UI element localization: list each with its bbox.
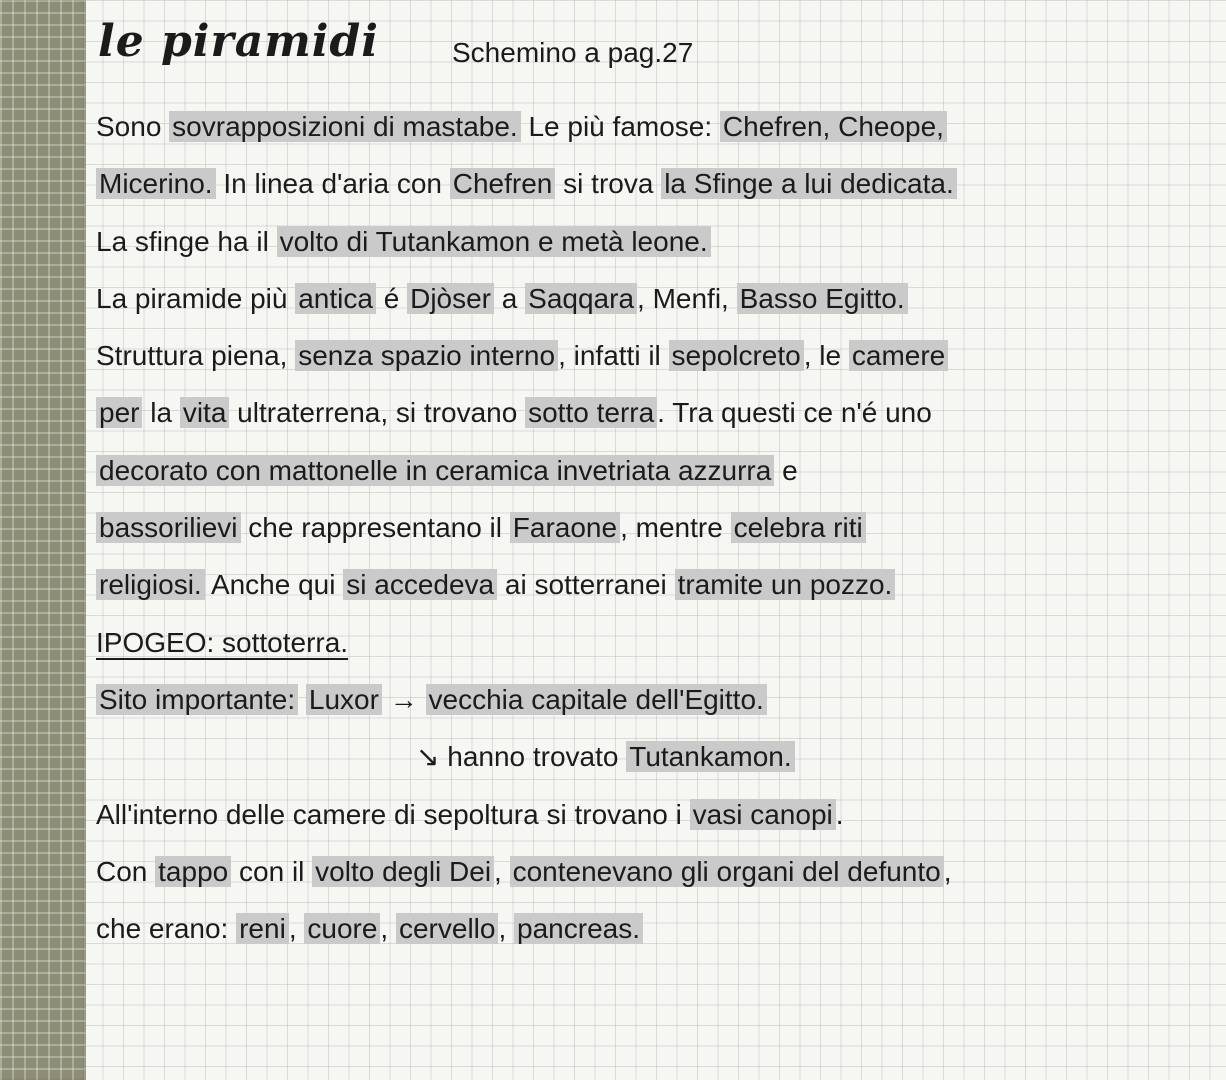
text-span: , (380, 913, 396, 945)
text-span: a (494, 282, 526, 314)
text-span: . Tra questi ce n'é uno (657, 397, 932, 429)
text-span: , infatti il (558, 340, 669, 372)
highlight-span: decorato con mattonelle in ceramica invetriata azzurra (96, 455, 774, 486)
highlight-span: antica (295, 283, 376, 314)
highlight-span: Saqqara (525, 283, 637, 314)
highlight-span: senza spazio interno (295, 340, 558, 371)
text-span: In linea d'aria con (215, 168, 450, 200)
text-span: la (142, 397, 180, 429)
washi-tape (0, 0, 86, 1080)
highlight-span: Micerino. (96, 168, 216, 199)
note-line (96, 384, 1196, 441)
text-span: , (494, 855, 510, 887)
highlight-span: Tutankamon. (626, 741, 794, 772)
highlight-span: sovrapposizioni di mastabe. (169, 111, 521, 142)
highlight-span: volto di Tutankamon e metà leone. (277, 226, 711, 257)
title-note: Schemino a pag.27 (452, 37, 694, 68)
note-line (96, 900, 1196, 957)
highlight-span: camere (849, 340, 948, 371)
text-span: che erano: (96, 913, 237, 945)
text-span: Struttura piena, (96, 340, 296, 372)
highlight-span: contenevano gli organi del defunto (510, 856, 944, 887)
text-span: La sfinge ha il (96, 225, 277, 257)
underlined-span: IPOGEO: sottoterra. (96, 626, 349, 658)
text-span: , (943, 855, 952, 887)
highlight-span: Luxor (306, 684, 382, 715)
note-line (96, 155, 1196, 212)
highlight-span: tramite un pozzo. (675, 569, 896, 600)
highlight-span: reni (236, 913, 289, 944)
highlight-span: Basso Egitto. (737, 283, 908, 314)
highlight-span: tappo (155, 856, 231, 887)
notes-body (96, 98, 1196, 957)
text-span: con il (231, 855, 313, 887)
highlight-span: Chefren (450, 168, 556, 199)
text-span: ultraterrena, si trovano (229, 397, 526, 429)
text-span: , (288, 913, 305, 945)
highlight-span: cervello (396, 913, 498, 944)
highlight-span: vasi canopi (690, 799, 836, 830)
note-line (96, 614, 1196, 671)
highlight-span: volto degli Dei (312, 856, 494, 887)
highlight-span: la Sfinge a lui dedicata. (661, 168, 957, 199)
text-span: Con (96, 855, 156, 887)
text-span: ↘ hanno trovato (416, 741, 627, 773)
text-span: e (774, 454, 798, 486)
highlight-span: per (96, 397, 142, 428)
text-span: All'interno delle camere di sepoltura si trovano i (96, 798, 690, 830)
note-line (96, 98, 1196, 155)
text-span: , mentre (620, 512, 731, 544)
highlight-span: bassorilievi (96, 512, 241, 543)
text-span: Anche qui (204, 569, 344, 601)
text-span: Sono (96, 111, 170, 142)
highlight-span: Faraone (510, 512, 620, 543)
highlight-span: cuore (304, 913, 380, 944)
text-span: . (835, 798, 844, 830)
highlight-span: Chefren, Cheope, (720, 111, 947, 142)
highlight-span: vita (180, 397, 230, 428)
text-span: La piramide più (96, 282, 296, 314)
text-span: si trova (555, 168, 662, 200)
note-line (96, 671, 1196, 728)
text-span: che rappresentano il (240, 512, 510, 544)
note-line (96, 327, 1196, 384)
text-span (298, 684, 306, 715)
note-line (96, 556, 1196, 613)
text-span: , Menfi, (637, 282, 737, 314)
highlight-span: sotto terra (525, 397, 657, 428)
highlight-span: religiosi. (96, 569, 205, 600)
note-line (96, 843, 1196, 900)
highlight-span: si accedeva (343, 569, 497, 600)
note-line (96, 270, 1196, 327)
text-span: ai sotterranei (497, 569, 675, 601)
highlight-span: sepolcreto (669, 340, 804, 371)
text-span: , (498, 913, 515, 945)
highlight-span: Djòser (407, 283, 494, 314)
highlight-span: pancreas. (514, 913, 643, 944)
note-line (96, 728, 1196, 785)
text-span: é (375, 282, 408, 314)
note-line (96, 786, 1196, 843)
text-span: Le più famose: (520, 111, 720, 142)
highlight-span: vecchia capitale dell'Egitto. (426, 684, 767, 715)
page-title: le piramidi (98, 16, 379, 67)
arrow-right-icon: → (381, 683, 426, 715)
note-line (96, 442, 1196, 499)
note-line (96, 499, 1196, 556)
text-span: , le (803, 340, 849, 372)
highlight-span: celebra riti (731, 512, 866, 543)
note-line (96, 213, 1196, 270)
highlight-span: Sito importante: (96, 684, 298, 715)
